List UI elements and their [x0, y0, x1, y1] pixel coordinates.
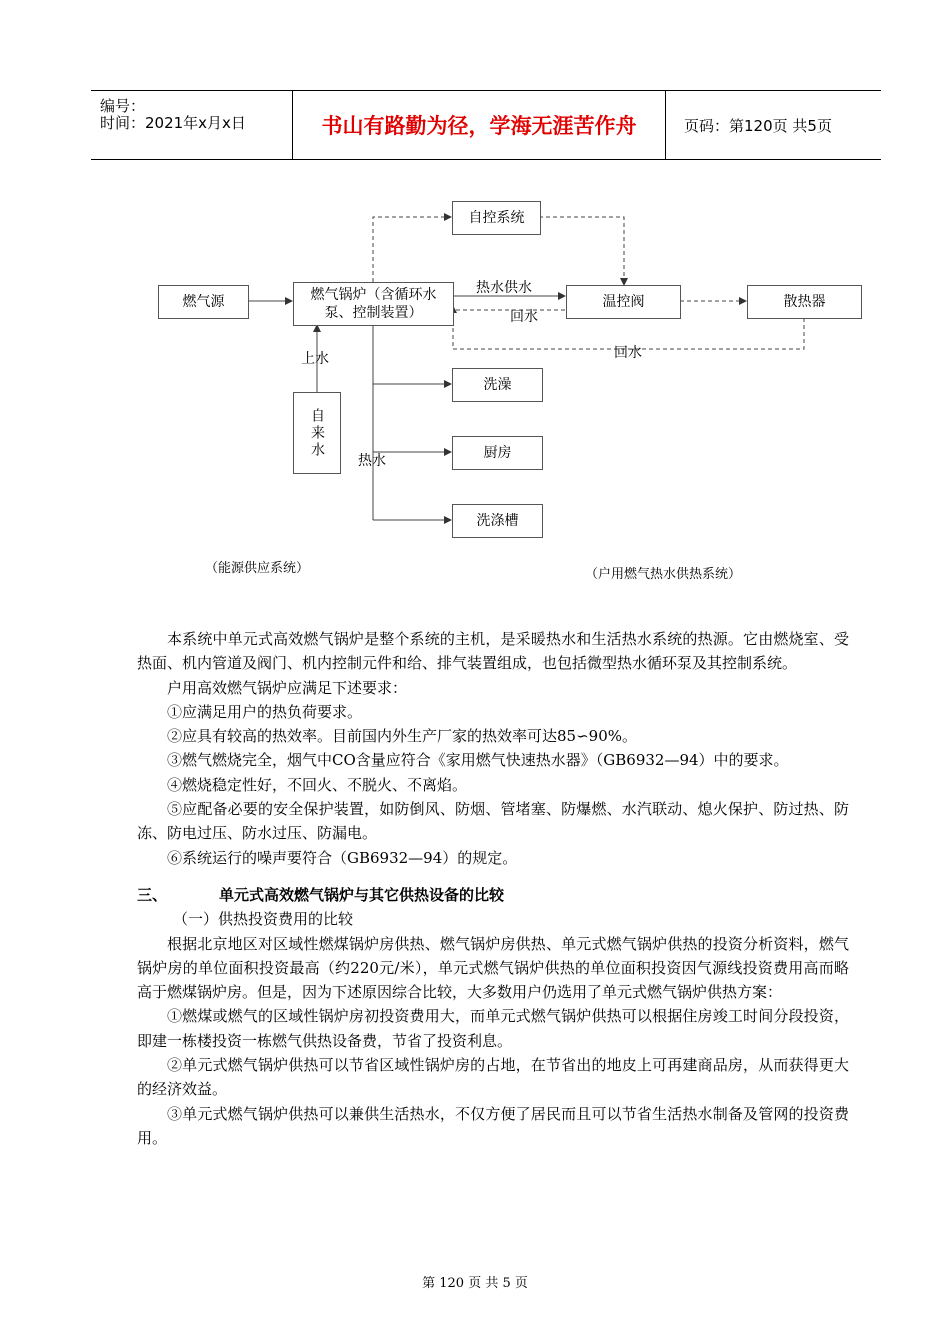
- return-label-2: 回水: [614, 345, 642, 361]
- radiator-box: [747, 285, 862, 319]
- gas-source-label: 燃气源: [182, 294, 225, 310]
- auto-control-box: [452, 201, 541, 235]
- kitchen-label: 厨房: [483, 445, 512, 461]
- requirement-3: ③燃气燃烧完全，烟气中CO含量应符合《家用燃气快速热水器》（GB6932—94）中的要求。: [167, 751, 789, 770]
- sink-label: 洗涤槽: [476, 513, 519, 529]
- radiator-label: 散热器: [783, 294, 826, 310]
- paragraph-intro: 本系统中单元式高效燃气锅炉是整个系统的主机，是采暖热水和生活热水系统的热源。它由燃烧室、受热面、机内管道及阀门、机内控制元件和给、排气装置组成，也包括微型热水循环泵及其控制系统。: [137, 630, 849, 673]
- auto-control-label: 自控系统: [468, 210, 525, 226]
- section-title: 单元式高效燃气锅炉与其它供热设备的比较: [219, 885, 505, 904]
- caption-left: （能源供应系统）: [205, 561, 310, 576]
- boiler-label-1: 燃气锅炉（含循环水: [310, 287, 437, 303]
- boiler-label-2: 泵、控制装置）: [324, 305, 423, 321]
- comparison-1: ①燃煤或燃气的区域性锅炉房初投资费用大，而单元式燃气锅炉供热可以根据住房竣工时间分段投资，即建一栋楼投资一栋燃气供热设备费，节省了投资利息。: [137, 1007, 849, 1050]
- body-text: [137, 627, 849, 1150]
- requirement-2: ②应具有较高的热效率。目前国内外生产厂家的热效率可达85∽90%。: [167, 727, 637, 746]
- subsection-heading: （一）供热投资费用的比较: [173, 910, 354, 929]
- serial-label: 编号：: [100, 97, 146, 115]
- comparison-3: ③单元式燃气锅炉供热可以兼供生活热水，不仅方便了居民而且可以节省生活热水制备及管网的投资费用。: [137, 1104, 849, 1147]
- page-info-text: 页码：第120页 共5页: [684, 116, 832, 135]
- hot-supply-label: 热水供水: [476, 280, 532, 296]
- motto: 书山有路勤为径，学海无涯苦作舟: [293, 91, 666, 159]
- return-label-1: 回水: [510, 309, 538, 325]
- hot-water-label: 热水: [358, 453, 386, 469]
- feed-water-label: 上水: [301, 351, 329, 367]
- temp-valve-label: 温控阀: [602, 294, 645, 310]
- requirement-1: ①应满足用户的热负荷要求。: [167, 702, 363, 721]
- section-heading: [137, 883, 849, 907]
- caption-right: （户用燃气热水供热系统）: [585, 567, 742, 582]
- gas-source-box: [158, 285, 249, 319]
- section-number: 三、: [137, 885, 168, 904]
- comparison-2: ②单元式燃气锅炉供热可以节省区域性锅炉房的占地，在节省出的地皮上可再建商品房，从而获得更大的经济效益。: [137, 1056, 849, 1099]
- requirement-6: ⑥系统运行的噪声要符合（GB6932—94）的规定。: [167, 848, 518, 867]
- bath-label: 洗澡: [483, 377, 512, 393]
- sink-box: [452, 504, 543, 538]
- boiler-box: [293, 282, 454, 326]
- temp-valve-box: [566, 285, 681, 319]
- kitchen-box: [452, 436, 543, 470]
- system-diagram: [0, 0, 950, 600]
- paragraph-comparison: 根据北京地区对区域性燃煤锅炉房供热、燃气锅炉房供热、单元式燃气锅炉供热的投资分析资料，燃气锅炉房的单位面积投资最高（约220元/米），单元式燃气锅炉供热的单位面积投资因气源线投资费用高而略高于燃煤锅炉房。但是，因为下述原因综合比较，大多数用户仍选用了单元式燃气锅炉供热方案：: [137, 934, 849, 1002]
- bath-box: [452, 368, 543, 402]
- page-footer: 第 120 页 共 5 页: [422, 1276, 528, 1291]
- dashed-to-auto-control: [373, 217, 451, 282]
- tap-water-box: [293, 392, 341, 474]
- time-label: 时间：2021年x月x日: [100, 114, 246, 132]
- return-line-1: [453, 306, 565, 310]
- tap-water-label: 自来水: [309, 407, 325, 459]
- requirement-4: ④燃烧稳定性好，不回火、不脱火、不离焰。: [167, 775, 468, 794]
- requirement-5: ⑤应配备必要的安全保护装置，如防倒风、防烟、管堵塞、防爆燃、水汽联动、熄火保护、防过热、防冻、防电过压、防水过压、防漏电。: [137, 800, 849, 843]
- paragraph-requirements: 户用高效燃气锅炉应满足下述要求：: [167, 678, 408, 697]
- dashed-auto-to-valve: [539, 217, 624, 285]
